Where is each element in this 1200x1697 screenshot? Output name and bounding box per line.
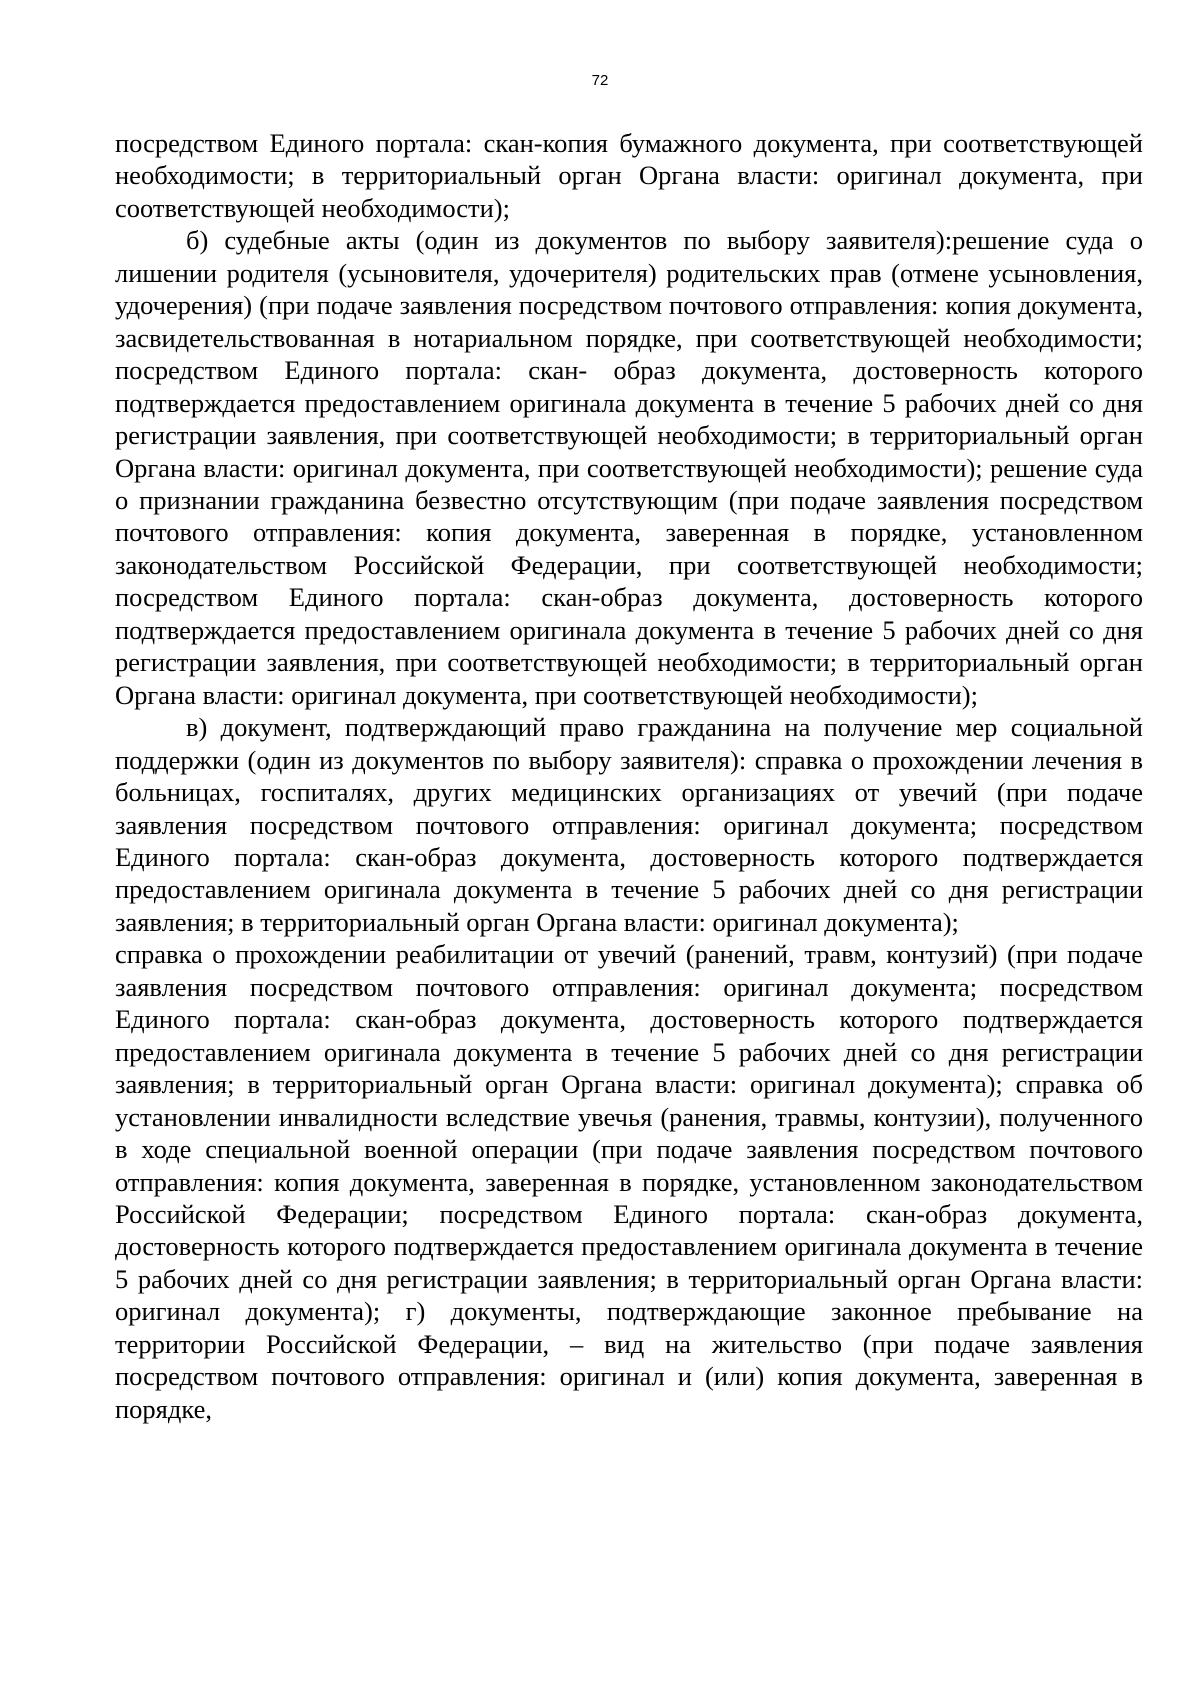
paragraph-rehabilitation-certificate: справка о прохождении реабилитации от увечий (ранений, травм, контузий) (при подаче заявления посредством почтового отправления: оригинал документа; посредством Единого портала: скан-образ документа, достоверность которого подтверждается предоставлением оригинала документа в течение 5 рабочих дней со дня регистрации заявления; в территориальный орган Органа власти: оригинал документа); справка об установлении инвалидности вследствие увечья (ранения, травмы, контузии), полученного в ходе специальной военной операции (при подаче заявления посредством почтового отправления: копия документа, заверенная в порядке, установленном законодательством Российской Федерации; посредством Единого портала: скан-образ документа, достоверность которого подтверждается предоставлением оригинала документа в течение 5 рабочих дней со дня регистрации заявления; в территориальный орган Органа власти: оригинал документа); г) документы, подтверждающие законное пребывание на территории Российской Федерации, – вид на жительство (при подаче заявления посредством почтового отправления: оригинал и (или) копия документа, заверенная в порядке,	[115, 939, 1143, 1424]
paragraph-continuation: посредством Единого портала: скан-копия бумажного документа, при соответствующей необходимости; в территориальный орган Органа власти: оригинал документа, при соответствующей необходимости);	[115, 128, 1143, 223]
paragraph-court-acts: б) судебные акты (один из документов по выбору заявителя):решение суда о лишении родителя (усыновителя, удочерителя) родительских прав (отмене усыновления, удочерения) (при подаче заявления посредством почтового отправления: копия документа, засвидетельствованная в нотариальном порядке, при соответствующей необходимости; посредством Единого портала: скан- образ документа, достоверность которого подтверждается предоставлением оригинала документа в течение 5 рабочих дней со дня регистрации заявления, при соответствующей необходимости; в территориальный орган Органа власти: оригинал документа, при соответствующей необходимости); решение суда о признании гражданина безвестно отсутствующим (при подаче заявления посредством почтового отправления: копия документа, заверенная в порядке, установленном законодательством Российской Федерации, при соответствующей необходимости; посредством Единого портала: скан-образ документа, достоверность которого подтверждается предоставлением оригинала документа в течение 5 рабочих дней со дня регистрации заявления, при соответствующей необходимости; в территориальный орган Органа власти: оригинал документа, при соответствующей необходимости);	[115, 225, 1143, 710]
document-body	[115, 127, 1143, 1425]
paragraph-social-support-document: в) документ, подтверждающий право гражданина на получение мер социальной поддержки (один из документов по выбору заявителя): справка о прохождении лечения в больницах, госпиталях, других медицинских организациях от увечий (при подаче заявления посредством почтового отправления: оригинал документа; посредством Единого портала: скан-образ документа, достоверность которого подтверждается предоставлением оригинала документа в течение 5 рабочих дней со дня регистрации заявления; в территориальный орган Органа власти: оригинал документа);	[115, 712, 1143, 937]
page-number: 72	[591, 72, 609, 89]
